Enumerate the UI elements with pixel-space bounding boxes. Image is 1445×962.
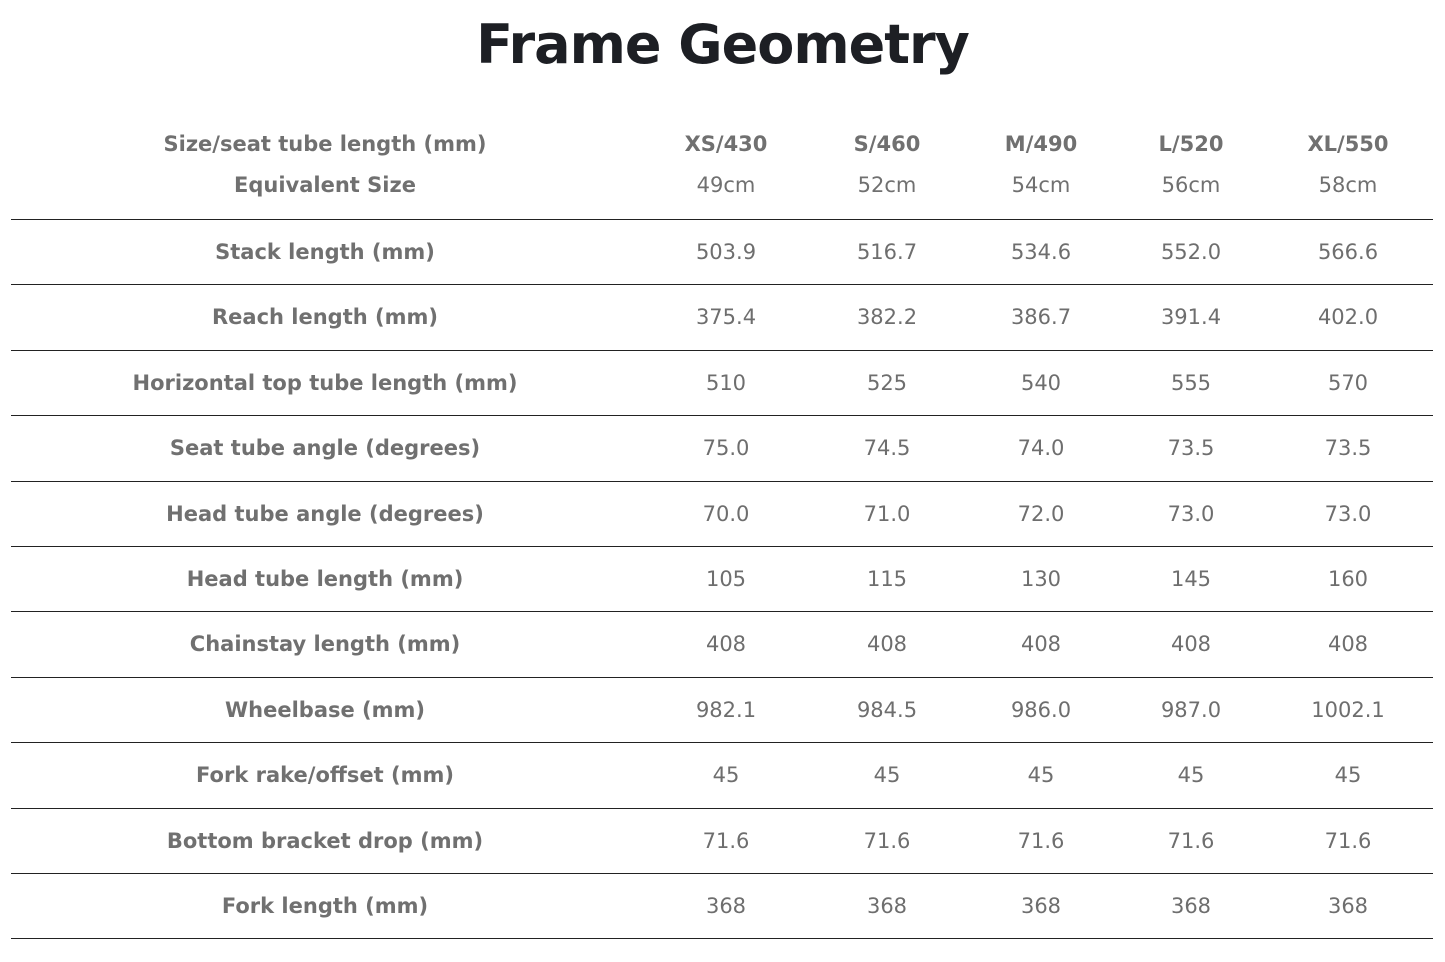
row-value: 408	[705, 632, 747, 657]
table-body	[11, 220, 1433, 939]
row-label: Wheelbase (mm)	[224, 697, 425, 722]
row-value: 71.6	[1017, 828, 1065, 853]
table-row	[11, 809, 1433, 874]
table-row	[11, 220, 1433, 285]
table-row	[11, 678, 1433, 743]
row-value: 534.6	[1010, 240, 1072, 264]
size-name: M/490	[1004, 132, 1078, 156]
row-value: 73.0	[1167, 501, 1215, 526]
row-value: 408	[1170, 632, 1212, 657]
size-name: L/520	[1158, 132, 1224, 156]
row-value: 982.1	[695, 697, 757, 722]
row-value: 70.0	[702, 501, 750, 526]
row-value: 382.2	[856, 305, 918, 330]
geometry-table	[11, 120, 1433, 939]
row-value: 552.0	[1160, 240, 1222, 264]
row-value: 72.0	[1017, 501, 1065, 526]
table-row	[11, 547, 1433, 612]
row-value: 1002.1	[1311, 697, 1385, 722]
size-equivalent: 58cm	[1318, 173, 1378, 197]
row-value: 408	[866, 632, 908, 657]
table-row	[11, 482, 1433, 547]
row-value: 368	[866, 893, 908, 918]
row-label: Seat tube angle (degrees)	[169, 436, 481, 461]
row-value: 130	[1020, 566, 1062, 591]
row-value: 516.7	[856, 240, 918, 264]
size-name: S/460	[853, 132, 921, 156]
table-row	[11, 743, 1433, 808]
row-value: 986.0	[1010, 697, 1072, 722]
size-equivalent: 56cm	[1161, 173, 1221, 197]
table-row	[11, 416, 1433, 481]
row-value: 71.6	[702, 828, 750, 853]
row-label: Chainstay length (mm)	[189, 632, 461, 657]
row-value: 160	[1327, 566, 1369, 591]
row-value: 105	[705, 566, 747, 591]
row-value: 45	[1177, 763, 1205, 788]
row-value: 145	[1170, 566, 1212, 591]
row-value: 402.0	[1317, 305, 1379, 330]
row-label: Fork rake/offset (mm)	[196, 763, 454, 788]
row-value: 408	[1327, 632, 1369, 657]
row-value: 555	[1170, 370, 1212, 395]
row-value: 368	[1170, 893, 1212, 918]
row-value: 987.0	[1160, 697, 1222, 722]
row-value: 570	[1327, 370, 1369, 395]
row-value: 525	[866, 370, 908, 395]
row-value: 375.4	[695, 305, 757, 330]
row-value: 74.0	[1017, 436, 1065, 461]
row-value: 73.5	[1167, 436, 1215, 461]
row-value: 368	[1327, 893, 1369, 918]
row-value: 540	[1020, 370, 1062, 395]
size-equivalent: 54cm	[1011, 173, 1071, 197]
row-label: Fork length (mm)	[221, 893, 429, 918]
row-value: 45	[873, 763, 901, 788]
row-value: 45	[712, 763, 740, 788]
row-label: Horizontal top tube length (mm)	[132, 370, 518, 395]
row-value: 71.0	[863, 501, 911, 526]
page-title: Frame Geometry	[476, 13, 969, 76]
row-value: 73.5	[1324, 436, 1372, 461]
row-value: 73.0	[1324, 501, 1372, 526]
row-value: 71.6	[1324, 828, 1372, 853]
row-label: Bottom bracket drop (mm)	[166, 828, 484, 853]
table-row	[11, 874, 1433, 939]
row-value: 984.5	[856, 697, 918, 722]
row-value: 368	[1020, 893, 1062, 918]
row-value: 71.6	[1167, 828, 1215, 853]
size-equivalent: 49cm	[696, 173, 756, 197]
row-value: 45	[1027, 763, 1055, 788]
header-equivalent-label: Equivalent Size	[234, 173, 416, 197]
row-value: 503.9	[695, 240, 757, 264]
row-value: 75.0	[702, 436, 750, 461]
table-row	[11, 612, 1433, 677]
table-row	[11, 351, 1433, 416]
table-row	[11, 285, 1433, 350]
table-header	[11, 120, 1433, 220]
row-value: 510	[705, 370, 747, 395]
header-size-label: Size/seat tube length (mm)	[163, 132, 487, 156]
row-label: Head tube angle (degrees)	[166, 501, 484, 526]
row-value: 71.6	[863, 828, 911, 853]
row-value: 115	[866, 566, 908, 591]
row-label: Stack length (mm)	[215, 240, 435, 264]
row-value: 566.6	[1317, 240, 1379, 264]
row-value: 368	[705, 893, 747, 918]
row-value: 45	[1334, 763, 1362, 788]
row-value: 386.7	[1010, 305, 1072, 330]
row-label: Reach length (mm)	[212, 305, 438, 330]
row-value: 74.5	[863, 436, 911, 461]
size-name: XS/430	[684, 132, 768, 156]
row-value: 391.4	[1160, 305, 1222, 330]
row-label: Head tube length (mm)	[186, 566, 464, 591]
size-equivalent: 52cm	[857, 173, 917, 197]
size-name: XL/550	[1307, 132, 1389, 156]
row-value: 408	[1020, 632, 1062, 657]
